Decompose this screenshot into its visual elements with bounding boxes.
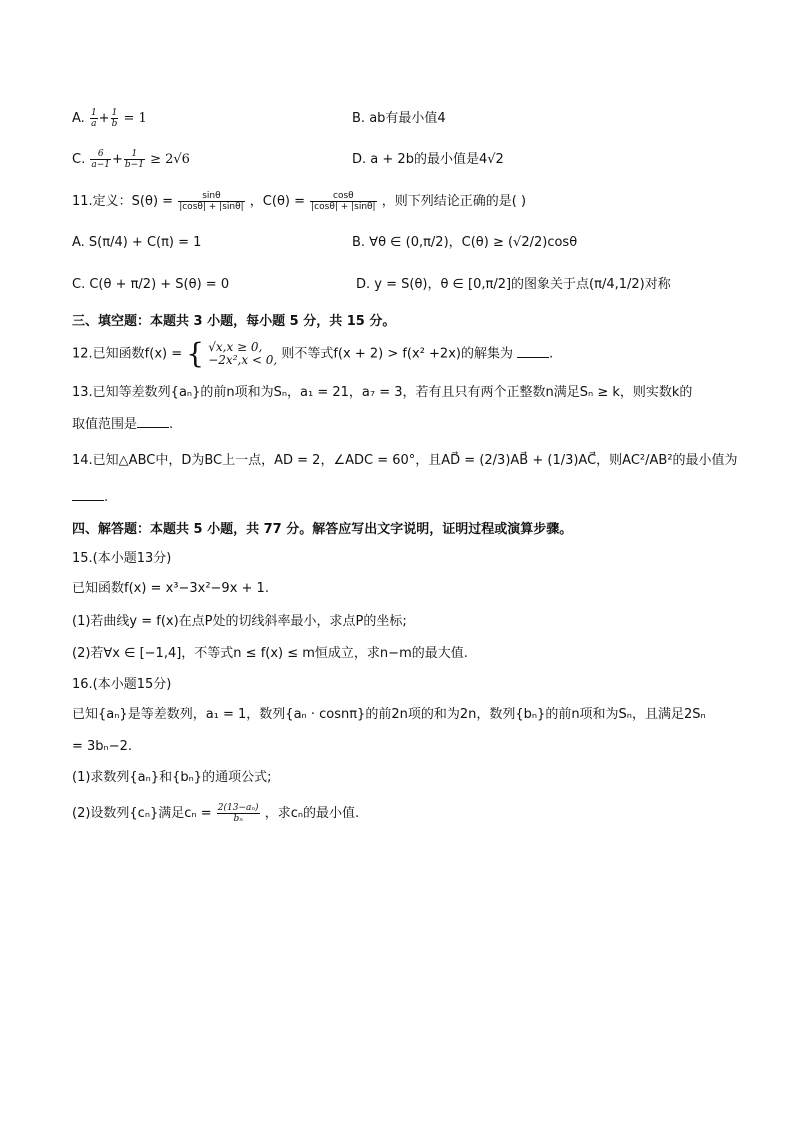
q16-stem-line2: = 3bₙ−2. xyxy=(72,739,133,754)
answer-blank[interactable] xyxy=(517,345,549,358)
answer-blank[interactable] xyxy=(137,415,169,428)
q10-option-a: A. $\frac{1}{a}$ + $\frac{1}{b}$ = 1 xyxy=(72,108,147,129)
q10-option-c: C. $\frac{6}{a-1}$ + $\frac{1}{b-1}$ ≥ 2√6 xyxy=(72,149,190,170)
answer-blank[interactable] xyxy=(72,488,104,501)
q12-stem: 12.已知函数f(x) = { √x,x ≥ 0, −2x²,x < 0, 则不等式f(x + 2) > f(x² +2x)的解集为 . xyxy=(72,337,554,370)
q11-option-a: A. S(π/4) + C(π) = 1 xyxy=(72,235,202,250)
q16-part2: (2)设数列{cₙ}满足cₙ = $\frac{\text{2(13−aₙ)}}{\text{bₙ}}$ ，求cₙ的最小值. xyxy=(72,803,360,824)
q15-title: 15.(本小题13分) xyxy=(72,551,172,566)
section-3-heading: 三、填空题：本题共 3 小题，每小题 5 分，共 15 分。 xyxy=(72,314,396,329)
q11-stem: 11.定义：S(θ) = $\frac{\sin\theta}{|\cos\theta| + |\sin\theta|}$ ，C(θ) = $\frac{\cos\theta}{|\cos\theta| + |\sin\theta|}$ ，则下列结论正确的是( ) xyxy=(72,191,527,212)
q14-stem-line1: 14.已知△ABC中，D为BC上一点，AD = 2，∠ADC = 60°，且AD⃗ = (2/3)AB⃗ + (1/3)AC⃗，则AC²/AB²的最小值为 xyxy=(72,453,738,468)
q13-stem-line2: 取值范围是 . xyxy=(72,417,174,432)
q15-part1: (1)若曲线y = f(x)在点P处的切线斜率最小，求点P的坐标; xyxy=(72,614,407,629)
section-4-heading: 四、解答题：本题共 5 小题，共 77 分。解答应写出文字说明，证明过程或演算步骤。 xyxy=(72,522,573,537)
q15-part2: (2)若∀x ∈ [−1,4]，不等式n ≤ f(x) ≤ m恒成立，求n−m的最大值. xyxy=(72,646,468,661)
q16-title: 16.(本小题15分) xyxy=(72,677,172,692)
q16-stem-line1: 已知{aₙ}是等差数列，a₁ = 1，数列{aₙ · cosnπ}的前2n项的和为2n，数列{bₙ}的前n项和为Sₙ，且满足2Sₙ xyxy=(72,707,706,722)
q10-option-b: B. ab有最小值4 xyxy=(352,111,446,126)
q15-stem: 已知函数f(x) = x³−3x²−9x + 1. xyxy=(72,581,269,596)
left-brace-icon: { xyxy=(186,337,205,370)
q11-option-d: D. y = S(θ)，θ ∈ [0,π/2]的图象关于点(π/4,1/2)对称 xyxy=(356,277,671,292)
q16-part1: (1)求数列{aₙ}和{bₙ}的通项公式; xyxy=(72,770,272,785)
q11-option-b: B. ∀θ ∈ (0,π/2)，C(θ) ≥ (√2/2)cosθ xyxy=(352,235,578,250)
q11-option-c: C. C(θ + π/2) + S(θ) = 0 xyxy=(72,277,230,292)
q14-stem-line2: . xyxy=(72,488,108,507)
q10-option-d: D. a + 2b的最小值是4√2 xyxy=(352,152,504,167)
q13-stem-line1: 13.已知等差数列{aₙ}的前n项和为Sₙ，a₁ = 21，a₇ = 3，若有且只有两个正整数n满足Sₙ ≥ k，则实数k的 xyxy=(72,385,693,400)
